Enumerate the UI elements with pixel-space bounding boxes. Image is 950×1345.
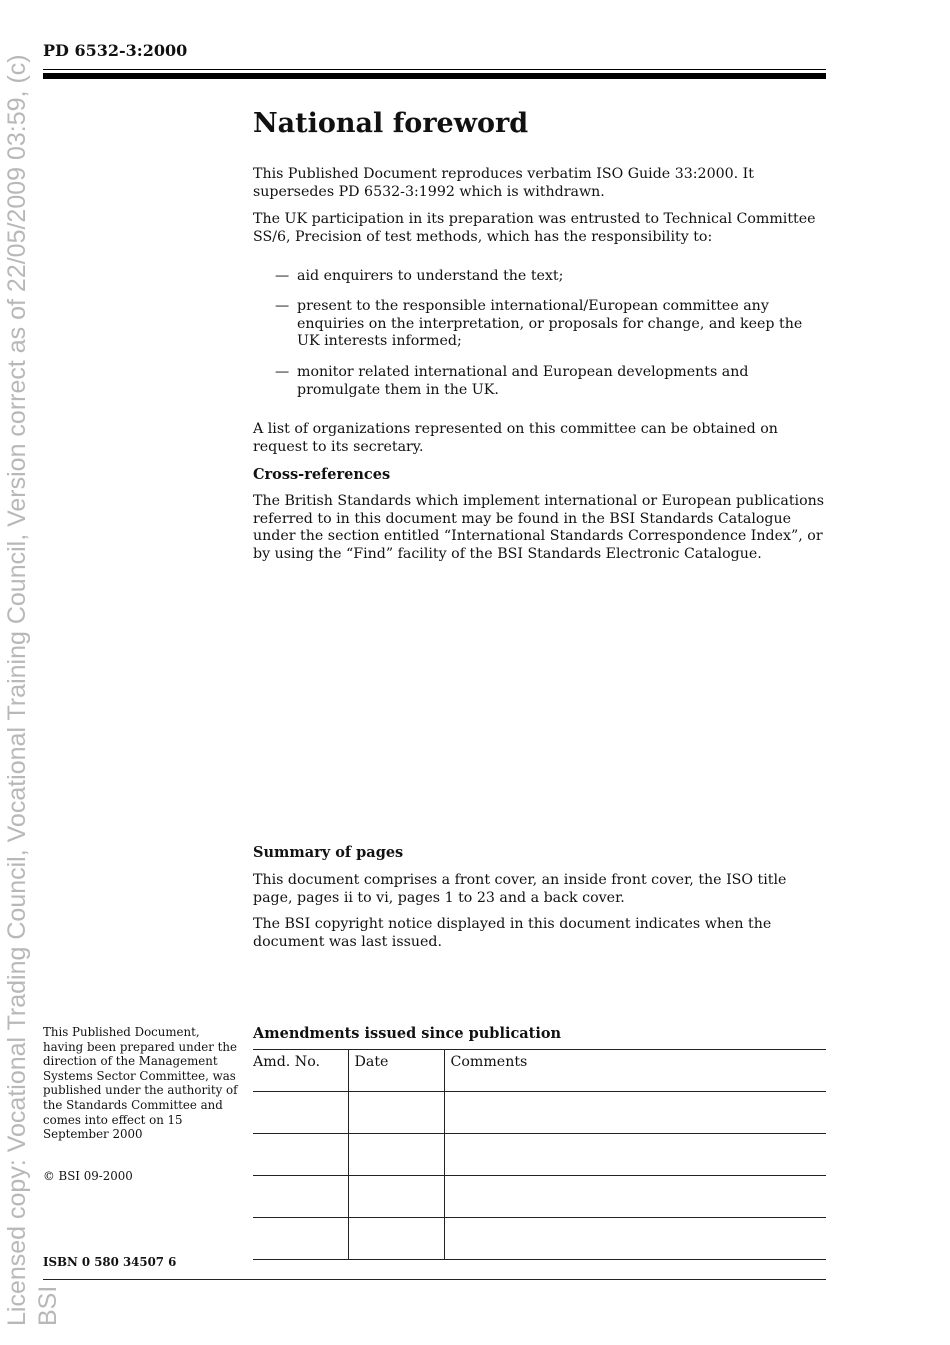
dash-bullet: — — [275, 364, 290, 380]
paragraph-text: The British Standards which implement international or European publications referred to in this document may be found in the BSI Standards Catalogue under the section entitled “International Standards Correspondence Index”, or by using the “Find” facility of the BSI Standards Electronic Catalogue. — [253, 493, 825, 562]
paragraph-text: This Published Document reproduces verbatim ISO Guide 33:2000. It supersedes PD 6532-3:1992 which is withdrawn. — [253, 166, 754, 200]
page-title: National foreword — [253, 108, 529, 139]
table-row — [253, 1176, 826, 1218]
paragraph-summary — [253, 872, 828, 907]
paragraph-text: A list of organizations represented on this committee can be obtained on request to its secretary. — [253, 421, 778, 455]
table-cell — [348, 1176, 444, 1218]
table-row — [253, 1092, 826, 1134]
list-item-text: monitor related international and European developments and promulgate them in the UK. — [297, 364, 749, 398]
table-header-row — [253, 1050, 826, 1092]
isbn: ISBN 0 580 34507 6 — [43, 1255, 177, 1269]
table-row — [253, 1218, 826, 1260]
dash-bullet: — — [275, 298, 290, 314]
table-cell — [253, 1134, 348, 1176]
table-cell — [444, 1092, 826, 1134]
paragraph-copyright-notice — [253, 916, 828, 951]
table-cell — [348, 1218, 444, 1260]
paragraph-committee — [253, 211, 828, 246]
table-cell — [253, 1092, 348, 1134]
paragraph-cross-references — [253, 493, 828, 563]
table-cell — [444, 1176, 826, 1218]
dash-bullet: — — [275, 268, 290, 284]
list-item-text: aid enquirers to understand the text; — [297, 268, 564, 284]
column-header-comments: Comments — [444, 1050, 826, 1092]
list-item — [275, 364, 828, 399]
copyright-notice: © BSI 09-2000 — [43, 1169, 133, 1183]
table-row — [253, 1134, 826, 1176]
list-item — [275, 298, 828, 351]
table-cell — [444, 1218, 826, 1260]
table-cell — [253, 1218, 348, 1260]
table-cell — [444, 1134, 826, 1176]
table-cell — [348, 1092, 444, 1134]
paragraph-text: The BSI copyright notice displayed in this document indicates when the document was last issued. — [253, 916, 772, 950]
list-item — [275, 268, 828, 286]
paragraph-text: The UK participation in its preparation was entrusted to Technical Committee SS/6, Precision of test methods, which has the responsibility to: — [253, 211, 816, 245]
heading-cross-references: Cross-references — [253, 466, 391, 483]
document-code: PD 6532-3:2000 — [43, 41, 188, 60]
table-cell — [253, 1176, 348, 1218]
paragraph-text: This document comprises a front cover, an inside front cover, the ISO title page, pages ii to vi, pages 1 to 23 and a back cover. — [253, 872, 787, 906]
column-header-date: Date — [348, 1050, 444, 1092]
watermark-text: Licensed copy: Vocational Trading Council, Vocational Training Council, Version correct as of 22/05/2009 03:59, (c) BSI — [3, 54, 62, 1326]
paragraph-supersedes — [253, 166, 828, 201]
publication-note: This Published Document, having been prepared under the direction of the Management Systems Sector Committee, was published under the authority of the Standards Committee and comes into effect on 15 September 2000 — [43, 1025, 238, 1142]
list-item-text: present to the responsible international/European committee any enquiries on the interpretation, or proposals for change, and keep the UK interests informed; — [297, 298, 803, 350]
license-watermark — [0, 0, 60, 1345]
heading-summary-of-pages: Summary of pages — [253, 844, 404, 861]
amendments-table — [253, 1049, 826, 1260]
paragraph-organizations — [253, 421, 828, 456]
column-header-amd-no: Amd. No. — [253, 1050, 348, 1092]
header-rule-thick — [43, 73, 826, 79]
heading-amendments: Amendments issued since publication — [253, 1025, 562, 1042]
table-cell — [348, 1134, 444, 1176]
footer-rule — [43, 1279, 826, 1280]
header-rule-thin — [43, 69, 826, 70]
